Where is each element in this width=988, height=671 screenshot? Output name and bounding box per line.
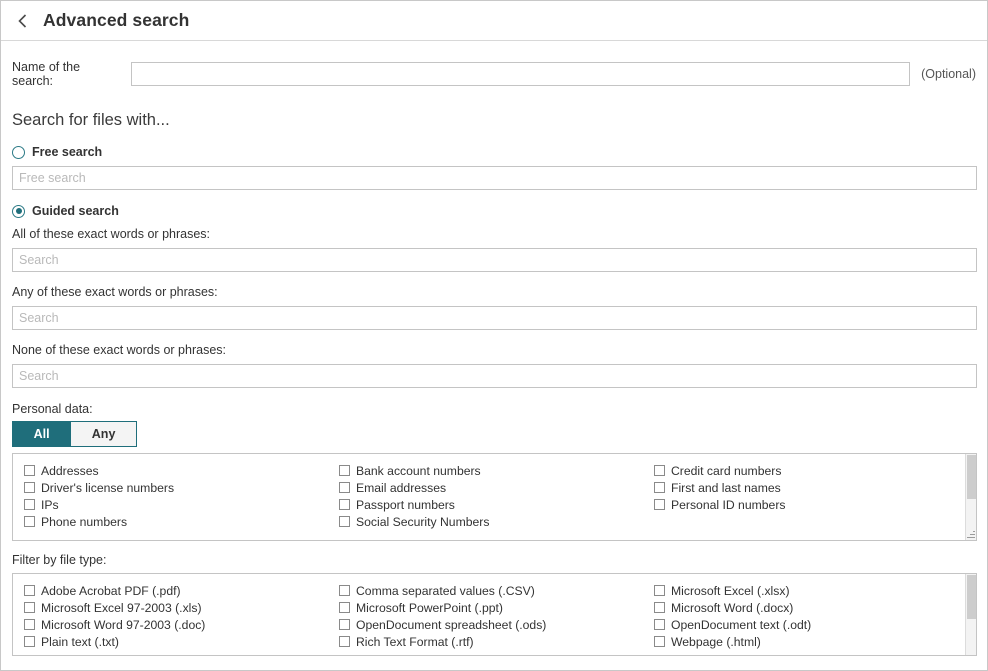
checkbox-row[interactable] [654, 616, 969, 633]
personal-data-scrollbar[interactable] [965, 454, 976, 540]
personal-data-match-all[interactable]: All [13, 422, 70, 446]
checkbox-label: Webpage (.html) [671, 634, 761, 649]
search-name-label: Name of the search: [12, 60, 81, 88]
checkbox-row[interactable] [339, 599, 654, 616]
guided-all-words-input[interactable] [12, 248, 977, 272]
checkbox-social-security-numbers[interactable] [339, 516, 350, 527]
file-type-column-1 [24, 582, 339, 650]
checkbox-label: OpenDocument text (.odt) [671, 617, 812, 632]
guided-all-words-label: All of these exact words or phrases: [12, 227, 211, 241]
personal-data-column-3 [654, 462, 969, 530]
checkbox-label: Adobe Acrobat PDF (.pdf) [41, 583, 181, 598]
checkbox-row[interactable] [654, 582, 969, 599]
checkbox-label: Microsoft Excel 97-2003 (.xls) [41, 600, 202, 615]
personal-data-label: Personal data: [12, 402, 93, 416]
checkbox-label: Rich Text Format (.rtf) [356, 634, 474, 649]
checkbox-row[interactable] [24, 462, 339, 479]
checkbox-txt[interactable] [24, 636, 35, 647]
checkbox-pdf[interactable] [24, 585, 35, 596]
checkbox-label: Phone numbers [41, 514, 128, 529]
checkbox-html[interactable] [654, 636, 665, 647]
scrollbar-thumb[interactable] [967, 575, 976, 619]
file-type-column-2 [339, 582, 654, 650]
checkbox-drivers-license-numbers[interactable] [24, 482, 35, 493]
personal-data-panel [12, 453, 977, 541]
checkbox-row[interactable] [339, 462, 654, 479]
section-heading: Search for files with... [12, 111, 170, 129]
checkbox-csv[interactable] [339, 585, 350, 596]
search-name-optional-note: (Optional) [921, 67, 976, 81]
checkbox-row[interactable] [24, 633, 339, 650]
checkbox-label: Addresses [41, 463, 99, 478]
checkbox-row[interactable] [654, 599, 969, 616]
checkbox-label: OpenDocument spreadsheet (.ods) [356, 617, 547, 632]
chevron-left-icon[interactable] [13, 11, 33, 31]
checkbox-label: Bank account numbers [356, 463, 481, 478]
checkbox-xls[interactable] [24, 602, 35, 613]
checkbox-passport-numbers[interactable] [339, 499, 350, 510]
free-search-option[interactable] [12, 145, 976, 159]
checkbox-label: Credit card numbers [671, 463, 782, 478]
checkbox-row[interactable] [24, 599, 339, 616]
free-search-radio[interactable] [12, 146, 25, 159]
scrollbar-thumb[interactable] [967, 455, 976, 499]
checkbox-row[interactable] [24, 616, 339, 633]
file-type-label: Filter by file type: [12, 553, 107, 567]
checkbox-label: Email addresses [356, 480, 447, 495]
checkbox-phone-numbers[interactable] [24, 516, 35, 527]
personal-data-match-any[interactable]: Any [71, 422, 136, 446]
checkbox-row[interactable] [339, 479, 654, 496]
checkbox-label: Personal ID numbers [671, 497, 786, 512]
checkbox-label: Microsoft Excel (.xlsx) [671, 583, 790, 598]
checkbox-label: IPs [41, 497, 59, 512]
checkbox-label: Microsoft PowerPoint (.ppt) [356, 600, 503, 615]
checkbox-ips[interactable] [24, 499, 35, 510]
checkbox-label: Passport numbers [356, 497, 455, 512]
checkbox-row[interactable] [654, 633, 969, 650]
checkbox-row[interactable] [339, 496, 654, 513]
file-type-column-3 [654, 582, 969, 650]
checkbox-rtf[interactable] [339, 636, 350, 647]
file-type-panel [12, 573, 977, 656]
checkbox-label: Comma separated values (.CSV) [356, 583, 535, 598]
checkbox-doc[interactable] [24, 619, 35, 630]
checkbox-odt[interactable] [654, 619, 665, 630]
guided-none-words-input[interactable] [12, 364, 977, 388]
checkbox-label: Driver's license numbers [41, 480, 175, 495]
page-title: Advanced search [43, 10, 190, 30]
personal-data-resize-handle[interactable] [966, 530, 975, 539]
checkbox-addresses[interactable] [24, 465, 35, 476]
search-name-row [12, 60, 976, 88]
guided-none-words-label: None of these exact words or phrases: [12, 343, 227, 357]
page-header [1, 1, 987, 41]
guided-any-words-label: Any of these exact words or phrases: [12, 285, 218, 299]
checkbox-row[interactable] [339, 616, 654, 633]
checkbox-row[interactable] [654, 479, 969, 496]
checkbox-row[interactable] [654, 496, 969, 513]
checkbox-label: Microsoft Word 97-2003 (.doc) [41, 617, 206, 632]
checkbox-row[interactable] [654, 462, 969, 479]
checkbox-ppt[interactable] [339, 602, 350, 613]
checkbox-credit-card-numbers[interactable] [654, 465, 665, 476]
checkbox-row[interactable] [339, 582, 654, 599]
checkbox-personal-id-numbers[interactable] [654, 499, 665, 510]
checkbox-row[interactable] [24, 496, 339, 513]
checkbox-ods[interactable] [339, 619, 350, 630]
guided-search-label: Guided search [32, 204, 119, 218]
guided-search-option[interactable] [12, 204, 976, 218]
checkbox-label: Microsoft Word (.docx) [671, 600, 794, 615]
free-search-input[interactable] [12, 166, 977, 190]
checkbox-row[interactable] [24, 479, 339, 496]
personal-data-column-2 [339, 462, 654, 530]
personal-data-column-1 [24, 462, 339, 530]
file-type-scrollbar[interactable] [965, 574, 976, 655]
guided-search-radio[interactable] [12, 205, 25, 218]
checkbox-label: Social Security Numbers [356, 514, 490, 529]
checkbox-label: First and last names [671, 480, 781, 495]
checkbox-docx[interactable] [654, 602, 665, 613]
checkbox-bank-account-numbers[interactable] [339, 465, 350, 476]
checkbox-row[interactable] [339, 513, 654, 530]
checkbox-row[interactable] [24, 513, 339, 530]
checkbox-first-and-last-names[interactable] [654, 482, 665, 493]
checkbox-row[interactable] [339, 633, 654, 650]
checkbox-xlsx[interactable] [654, 585, 665, 596]
free-search-label: Free search [32, 145, 103, 159]
search-name-input[interactable] [131, 62, 910, 86]
personal-data-match-toggle[interactable] [12, 421, 137, 447]
checkbox-label: Plain text (.txt) [41, 634, 119, 649]
page-body [1, 60, 987, 656]
checkbox-email-addresses[interactable] [339, 482, 350, 493]
guided-any-words-input[interactable] [12, 306, 977, 330]
checkbox-row[interactable] [24, 582, 339, 599]
